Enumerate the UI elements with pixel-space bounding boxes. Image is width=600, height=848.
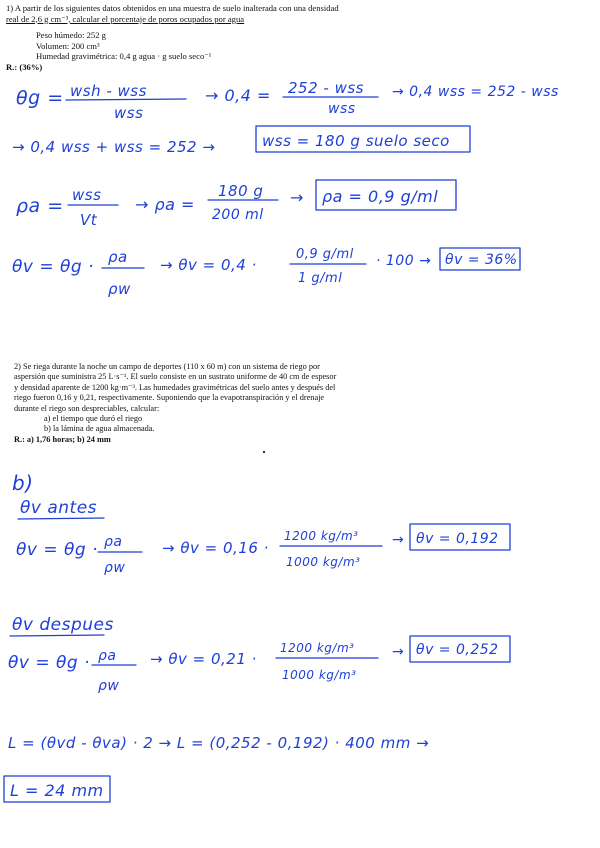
s3-box-text: ρa = 0,9 g/ml <box>322 187 439 206</box>
s4-lhs: θv = θg · <box>12 257 95 277</box>
antes-den2: 1000 kg/m³ <box>286 555 361 569</box>
s3-num: wss <box>72 186 102 204</box>
problem1-data-volume: Volumen: 200 cm³ <box>36 40 100 51</box>
problem2-line3: y densidad aparente de 1200 kg·m⁻³. Las humedades gravimétricas del suelo antes y después del <box>14 382 336 392</box>
s2-line: → 0,4 wss + wss = 252 → <box>12 138 216 156</box>
despues-arrow: → θv = 0,21 · <box>150 650 257 668</box>
s1-arrow2: → 0,4 wss = 252 - wss <box>392 84 559 100</box>
s4-box-text: θv = 36% <box>445 252 518 268</box>
despues-den: ρw <box>98 678 120 694</box>
despues-den2: 1000 kg/m³ <box>282 668 357 682</box>
problem1-line1: 1) A partir de los siguientes datos obtenidos en una muestra de suelo inalterada con una densidad <box>6 3 339 13</box>
problem2-question-b: b) la lámina de agua almacenada. <box>44 424 155 434</box>
s3-den: Vt <box>80 211 98 229</box>
despues-box-text: θv = 0,252 <box>416 642 499 658</box>
s2-box-text: wss = 180 g suelo seco <box>262 132 450 150</box>
s4-arrow: → θv = 0,4 · <box>160 256 257 274</box>
s1-arrow1: → 0,4 = <box>205 86 271 105</box>
s3-num2: 180 g <box>218 182 264 200</box>
s4-tail: · 100 → <box>376 253 432 269</box>
problem2-line2: aspersión que suministra 25 L·s⁻¹. El suelo consiste en un sustrato uniforme de 40 cm de espesor <box>14 372 337 382</box>
s3-lhs: ρa = <box>16 195 64 217</box>
s3-den2: 200 ml <box>212 207 264 223</box>
despues-lhs: θv = θg · <box>8 653 91 673</box>
s1-frac-num: wsh - wss <box>70 82 147 100</box>
despues-title: θv despues <box>12 615 114 635</box>
s3-arrow2: → <box>290 188 304 207</box>
l-equation: L = (θvd - θva) · 2 → L = (0,252 - 0,192) · 400 mm → <box>8 734 430 752</box>
s1-frac-den: wss <box>114 104 144 122</box>
s1-den2: wss <box>328 101 356 117</box>
antes-num2: 1200 kg/m³ <box>284 529 359 543</box>
problem1-line2: real de 2,6 g cm⁻³, calcular el porcentaje de poros ocupados por agua <box>6 13 245 24</box>
problem2-line1: 2) Se riega durante la noche un campo de deportes (110 x 60 m) con un sistema de riego por <box>14 362 320 371</box>
antes-arrow: → θv = 0,16 · <box>162 539 269 557</box>
s4-num: ρa <box>108 248 128 266</box>
problem1-data-weight: Peso húmedo: 252 g <box>36 30 106 41</box>
antes-num: ρa <box>104 534 123 550</box>
despues-num2: 1200 kg/m³ <box>280 641 355 655</box>
despues-arrow2: → <box>392 644 405 660</box>
antes-arrow2: → <box>392 532 405 548</box>
problem2-line4: riego fueron 0,16 y 0,21, respectivamente. Suponiendo que la evapotranspiración y el drenaje <box>14 393 325 403</box>
despues-num: ρa <box>98 648 117 664</box>
s4-den: ρw <box>108 280 131 298</box>
problem2-line5: durante el riego son despreciables, calcular: <box>14 403 160 413</box>
s1-lhs: θg = <box>16 87 64 109</box>
antes-lhs: θv = θg · <box>16 540 99 560</box>
problem2-question-a: a) el tiempo que duró el riego <box>44 414 143 424</box>
antes-title: θv antes <box>20 498 98 518</box>
part-b-label: b) <box>12 471 34 495</box>
s4-den2: 1 g/ml <box>298 271 343 286</box>
l-box-text: L = 24 mm <box>10 781 104 800</box>
antes-den: ρw <box>104 560 126 576</box>
problem2-answer: R.: a) 1,76 horas; b) 24 mm <box>14 434 111 444</box>
s3-arrow: → ρa = <box>135 195 195 214</box>
problem1-answer: R.: (36%) <box>6 61 43 72</box>
problem1-data-humidity: Humedad gravimétrica: 0,4 g agua · g suelo seco⁻¹ <box>36 51 212 62</box>
antes-box-text: θv = 0,192 <box>416 531 499 547</box>
s1-num2: 252 - wss <box>288 79 364 97</box>
s4-num2: 0,9 g/ml <box>296 247 354 262</box>
